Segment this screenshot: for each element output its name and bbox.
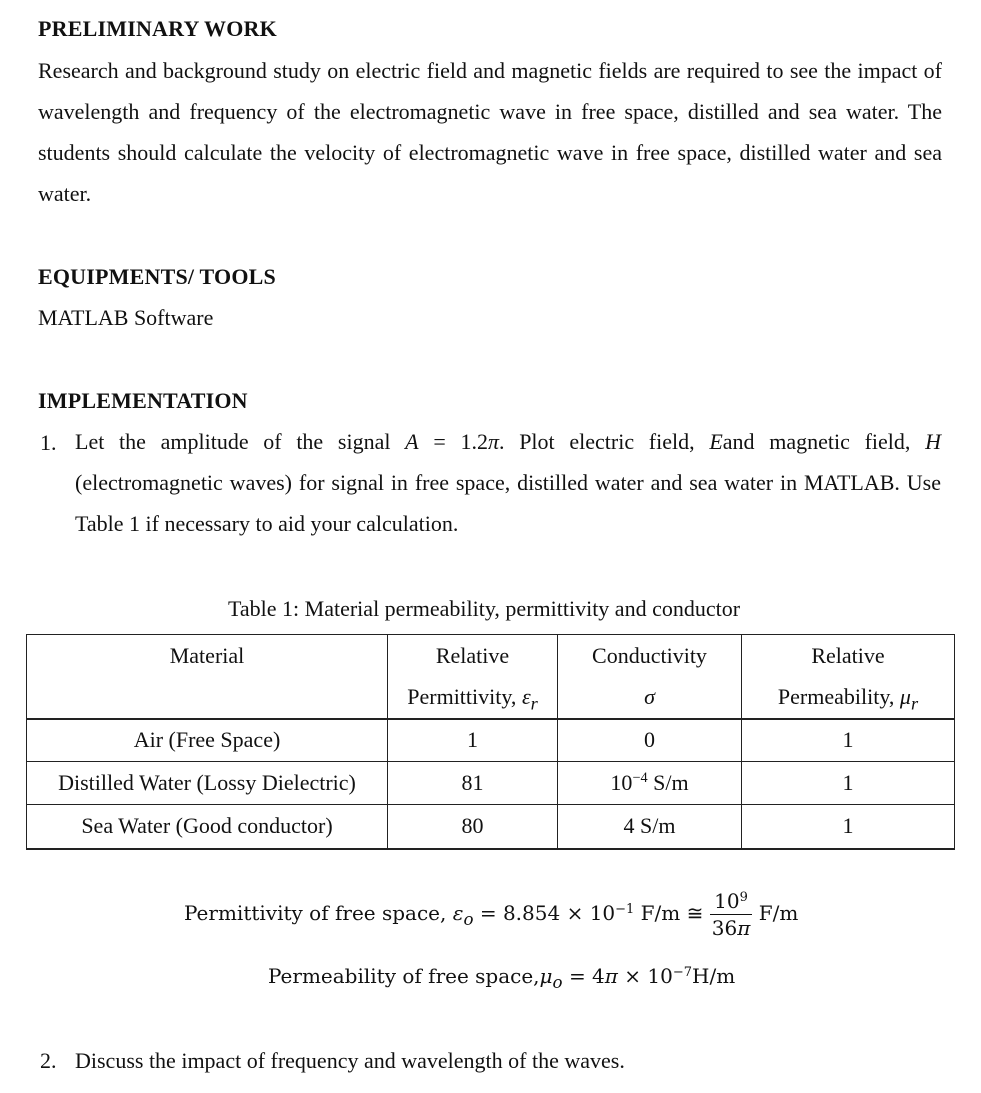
cell-permittivity: 80 bbox=[388, 805, 558, 849]
table-row bbox=[27, 719, 955, 762]
table-row bbox=[27, 805, 955, 849]
step-1-text: Let the amplitude of the signal A = 1.2π. Plot electric field, Eand magnetic field, H (electromagnetic waves) for signal in free space, distilled water and sea water in MATLAB. Use Table 1 if necessary to aid your calculation. bbox=[75, 429, 941, 536]
permeability-label: Permeability of free $space,\mu_o$ bbox=[268, 964, 563, 992]
permittivity-fraction bbox=[710, 888, 753, 941]
step-2-number: 2. bbox=[40, 1048, 57, 1073]
table-header-row bbox=[27, 635, 955, 719]
materials-table bbox=[26, 634, 955, 850]
cell-conductivity: 4 S/m bbox=[558, 805, 742, 849]
fraction-numerator: $10^9$ bbox=[710, 888, 753, 915]
permittivity-label: Permittivity of free space, $\varepsilon_o$ bbox=[184, 901, 474, 929]
preliminary-heading: PRELIMINARY WORK bbox=[38, 16, 277, 41]
header-conductivity: Conductivity σ bbox=[558, 635, 742, 719]
permittivity-equation bbox=[184, 888, 798, 941]
step-1-number: 1. bbox=[40, 430, 57, 455]
preliminary-paragraph: Research and background study on electric field and magnetic fields are required to see the impact of wavelength and frequency of the electromagnetic wave in free space, distilled and sea water. The students should calculate the velocity of electromagnetic wave in free space, distilled water and sea water. bbox=[38, 58, 942, 206]
fraction-denominator: 36π bbox=[711, 916, 751, 940]
header-material: Material bbox=[27, 635, 388, 719]
cell-permeability: 1 bbox=[742, 719, 955, 762]
cell-material: Air (Free Space) bbox=[27, 719, 388, 762]
header-permeability: Relative Permeability, $\mu_r$ bbox=[742, 635, 955, 719]
permittivity-value: = $8.854 \times 10^{-1}$ F/m ≅ bbox=[479, 901, 704, 925]
cell-material: Distilled Water (Lossy Dielectric) bbox=[27, 762, 388, 805]
equipments-heading: EQUIPMENTS/ TOOLS bbox=[38, 264, 276, 289]
equipment-item: MATLAB Software bbox=[38, 305, 214, 330]
fraction-unit: F/m bbox=[758, 901, 799, 925]
cell-permittivity: 1 bbox=[388, 719, 558, 762]
cell-permeability: 1 bbox=[742, 805, 955, 849]
permeability-value: = $4\pi \times 10^{-7}H/m$ bbox=[568, 964, 736, 988]
cell-permittivity: 81 bbox=[388, 762, 558, 805]
table-caption: Table 1: Material permeability, permittivity and conductor bbox=[228, 596, 741, 621]
cell-material: Sea Water (Good conductor) bbox=[27, 805, 388, 849]
permeability-equation bbox=[268, 964, 735, 992]
implementation-heading: IMPLEMENTATION bbox=[38, 388, 248, 413]
header-permittivity: Relative Permittivity, $\varepsilon_r$ bbox=[388, 635, 558, 719]
step-2-text: Discuss the impact of frequency and wavelength of the waves. bbox=[75, 1048, 625, 1073]
cell-conductivity: 0 bbox=[558, 719, 742, 762]
table-row bbox=[27, 762, 955, 805]
cell-conductivity: $10^{-4}$ S/m bbox=[558, 762, 742, 805]
cell-permeability: 1 bbox=[742, 762, 955, 805]
